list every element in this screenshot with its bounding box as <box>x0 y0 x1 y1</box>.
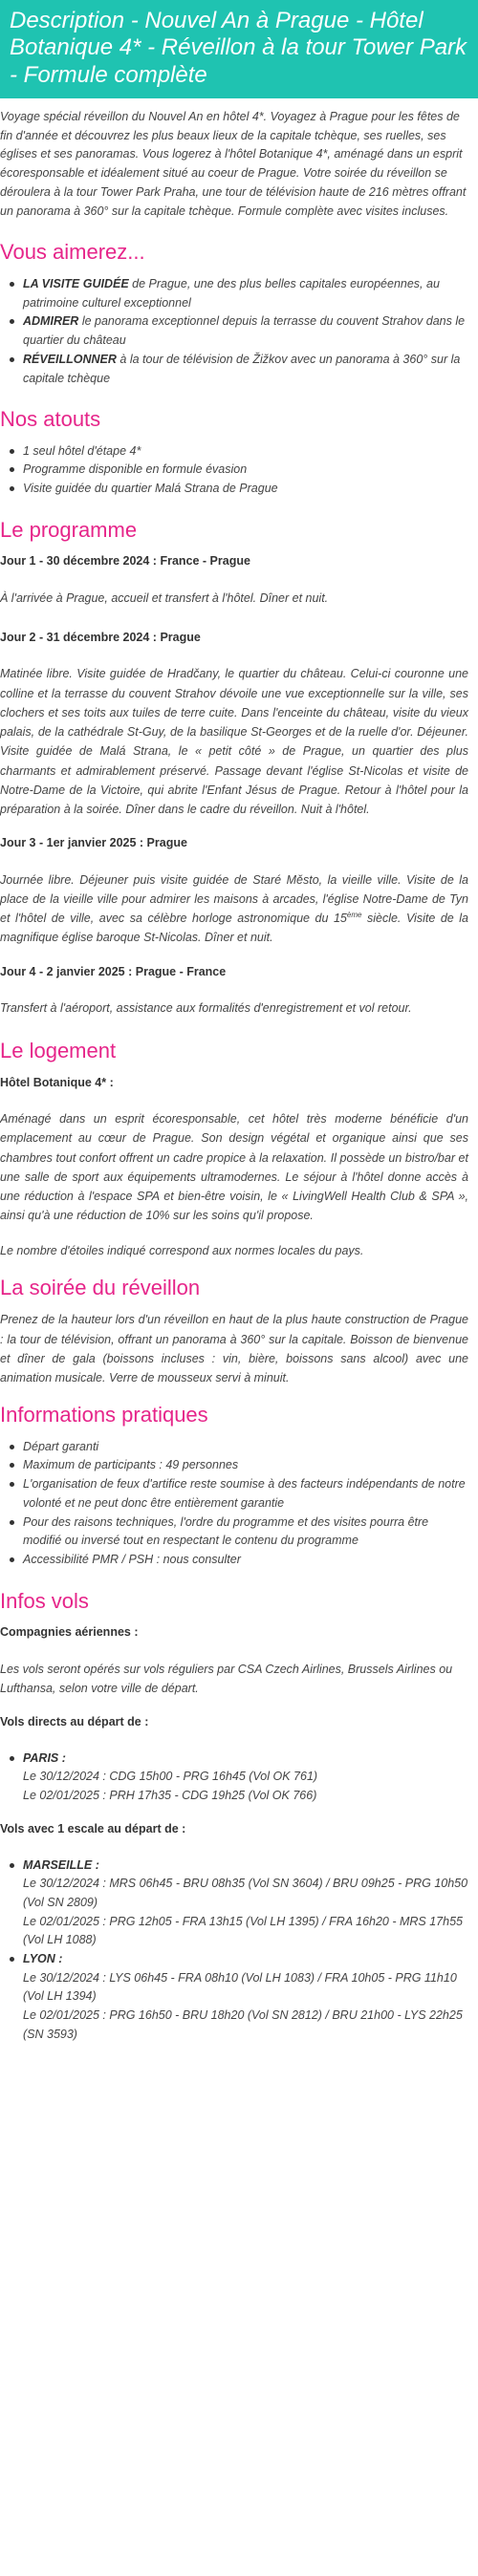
section-heading-pratiques: Informations pratiques <box>0 1403 208 1428</box>
list-item: Visite guidée du quartier Malá Strana de Prague <box>0 480 468 499</box>
stars-note: Le nombre d'étoiles indiqué correspond aux normes locales du pays. <box>0 1243 364 1257</box>
list-item: L'organisation de feux d'artifice reste soumise à des facteurs indépendants de notre volonté et ne peut donc être entièrement garantie <box>0 1475 468 1513</box>
list-item <box>0 275 468 313</box>
day-1-text: À l'arrivée à Prague, accueil et transfert à l'hôtel. Dîner et nuit. <box>0 590 329 605</box>
list-item <box>0 351 468 389</box>
flight-city: LYON : <box>23 1952 63 1966</box>
section-nos-atouts <box>0 407 468 499</box>
bullet-text: à la tour de télévision de Žižkov avec un panorama à 360° sur la capitale tchèque <box>23 352 461 385</box>
flight-block-marseille <box>0 1857 468 2045</box>
bullet-text: le panorama exceptionnel depuis la terrasse du couvent Strahov dans le quartier du château <box>23 314 466 348</box>
list-item: Départ garanti <box>0 1438 468 1457</box>
section-informations-pratiques <box>0 1403 468 1570</box>
section-heading-aimerez: Vous aimerez... <box>0 240 145 265</box>
direct-flights-title: Vols directs au départ de : <box>0 1715 149 1729</box>
section-logement <box>0 1039 468 1260</box>
section-heading-programme: Le programme <box>0 517 138 542</box>
list-item <box>0 312 468 351</box>
flight-line: Le 02/01/2025 : PRG 16h50 - BRU 18h20 (Vol SN 2812) / BRU 21h00 - LYS 22h25 (SN 3593) <box>23 2008 463 2041</box>
list-item: Accessibilité PMR / PSH : nous consulter <box>0 1551 468 1570</box>
section-heading-atouts: Nos atouts <box>0 407 101 432</box>
section-infos-vols <box>0 1589 468 2045</box>
bullet-strong: RÉVEILLONNER <box>23 352 117 366</box>
aimerez-list <box>0 275 468 389</box>
flight-city-row <box>0 1950 468 1968</box>
flight-city: PARIS : <box>23 1750 66 1765</box>
day-1-title: Jour 1 - 30 décembre 2024 : France - Prague <box>0 554 250 569</box>
flight-line: Le 30/12/2024 : LYS 06h45 - FRA 08h10 (Vol LH 1083) / FRA 10h05 - PRG 11h10 (Vol LH 1394) <box>23 1970 457 2004</box>
section-heading-soiree: La soirée du réveillon <box>0 1275 201 1299</box>
hotel-name: Hôtel Botanique 4* : <box>0 1075 114 1089</box>
flight-city-row <box>0 1750 468 1768</box>
section-heading-vols: Infos vols <box>0 1588 89 1613</box>
day-3-text <box>0 870 468 948</box>
section-heading-logement: Le logement <box>0 1039 117 1063</box>
intro-paragraph: Voyage spécial réveillon du Nouvel An en hôtel 4*. Voyagez à Prague pour les fêtes de fin d'année et découvrez les plus beaux lieux de la capitale tchèque, ses ruelles, ses églises et ses panoramas. Vous logerez à l'hôtel Botanique 4*, aménagé dans un esprit écoresponsable et idéalement situé au coeur de Prague. Votre soirée du réveillon se déroulera à la tour Tower Park Praha, une tour de télévision haute de 216 mètres offrant un panorama à 360° sur la capitale tchèque. Formule complète avec visites incluses. <box>0 109 467 218</box>
flight-line: Le 02/01/2025 : PRH 17h35 - CDG 19h25 (Vol OK 766) <box>23 1788 317 1802</box>
flight-line: Le 02/01/2025 : PRG 12h05 - FRA 13h15 (Vol LH 1395) / FRA 16h20 - MRS 17h55 (Vol LH 1088) <box>23 1914 463 1947</box>
list-item: Maximum de participants : 49 personnes <box>0 1456 468 1475</box>
stopover-flights-title: Vols avec 1 escale au départ de : <box>0 1822 186 1836</box>
day-3-title: Jour 3 - 1er janvier 2025 : Prague <box>0 836 187 850</box>
ordinal-suffix: ème <box>346 911 362 920</box>
flight-line: Le 30/12/2024 : CDG 15h00 - PRG 16h45 (Vol OK 761) <box>23 1769 318 1783</box>
day-4-title: Jour 4 - 2 janvier 2025 : Prague - France <box>0 964 227 978</box>
soiree-description: Prenez de la hauteur lors d'un réveillon en haut de la plus haute construction de Prague : la tour de télévision, offrant un panorama à 360° sur la capitale. Boisson de bienvenue et dîner de gala (boissons incluses : vin, bière, boissons sans alcool) avec une animation musicale. Verre de mousseux servi à minuit. <box>0 1313 468 1385</box>
pratiques-list <box>0 1438 468 1570</box>
flight-city-row <box>0 1857 468 1875</box>
flight-city: MARSEILLE : <box>23 1857 99 1872</box>
flight-block-paris <box>0 1750 468 1806</box>
bullet-strong: ADMIRER <box>23 314 79 329</box>
bullet-text: de Prague, une des plus belles capitales européennes, au patrimoine culturel exceptionnel <box>23 276 440 310</box>
bullet-strong: LA VISITE GUIDÉE <box>23 276 129 290</box>
day-2-title: Jour 2 - 31 décembre 2024 : Prague <box>0 630 201 644</box>
main-content <box>0 108 478 2070</box>
section-vous-aimerez <box>0 240 468 388</box>
companies-text: Les vols seront opérés sur vols réguliers par CSA Czech Airlines, Brussels Airlines ou Lufthansa, selon votre ville de départ. <box>0 1662 453 1695</box>
list-item: 1 seul hôtel d'étape 4* <box>0 442 468 462</box>
day-2-text: Matinée libre. Visite guidée de Hradčany, le quartier du château. Celui-ci couronne une colline et la terrasse du couvent Strahov dévoile une vue exceptionnelle sur la ville, ses clochers et ses toits aux tuiles de terre cuite. Dans l'enceinte du château, visite du vieux palais, de la cathédrale St-Guy, de la basilique St-Georges et de la ruelle d'or. Déjeuner. Visite guidée de Malá Strana, le « petit côté » de Prague, un quartier des plus charmants et admirablement préservé. Passage devant l'église St-Nicolas et visite de Notre-Dame de la Victoire, qui abrite l'Enfant Jésus de Prague. Retour à l'hôtel pour la préparation à la soirée. Dîner dans le cadre du réveillon. Nuit à l'hôtel. <box>0 667 468 817</box>
day-3-text-a: Journée libre. Déjeuner puis visite guidée de Staré Město, la vieille ville. Visite de la place de la vieille ville pour admirer les maisons à arcades, l'église Notre-Dame de Tyn et l'hôtel de ville, avec sa célèbre horloge astronomique du 15 <box>0 872 468 926</box>
atouts-list <box>0 442 468 499</box>
page-title: Description - Nouvel An à Prague - Hôtel Botanique 4* - Réveillon à la tour Tower Park - Formule complète <box>10 8 467 88</box>
hotel-description: Aménagé dans un esprit écoresponsable, cet hôtel très moderne bénéficie d'un emplacement au cœur de Prague. Son design végétal et organique ainsi que ses chambres tout confort offrent un cadre propice à la relaxation. Il possède un bistro/bar et une salle de sport aux équipements ultramodernes. Le séjour à l'hôtel donne accès à une réduction à l'espace SPA et bien-être voisin, le « LivingWell Health Club & SPA », ainsi qu'à une réduction de 10% sur les soins qu'il propose. <box>0 1112 468 1223</box>
list-item: Pour des raisons techniques, l'ordre du programme et des visites pourra être modifié ou inversé tout en respectant le contenu du programme <box>0 1513 468 1552</box>
section-soiree <box>0 1276 468 1387</box>
list-item: Programme disponible en formule évasion <box>0 461 468 480</box>
flight-line: Le 30/12/2024 : MRS 06h45 - BRU 08h35 (Vol SN 3604) / BRU 09h25 - PRG 10h50 (Vol SN 2809) <box>23 1877 468 1909</box>
day-4-text: Transfert à l'aéroport, assistance aux formalités d'enregistrement et vol retour. <box>0 1001 412 1016</box>
section-programme <box>0 518 468 1018</box>
companies-title: Compagnies aériennes : <box>0 1625 139 1640</box>
day-3-text-b: siècle. Visite de la magnifique église baroque St-Nicolas. Dîner et nuit. <box>0 912 469 945</box>
title-band <box>0 0 478 98</box>
